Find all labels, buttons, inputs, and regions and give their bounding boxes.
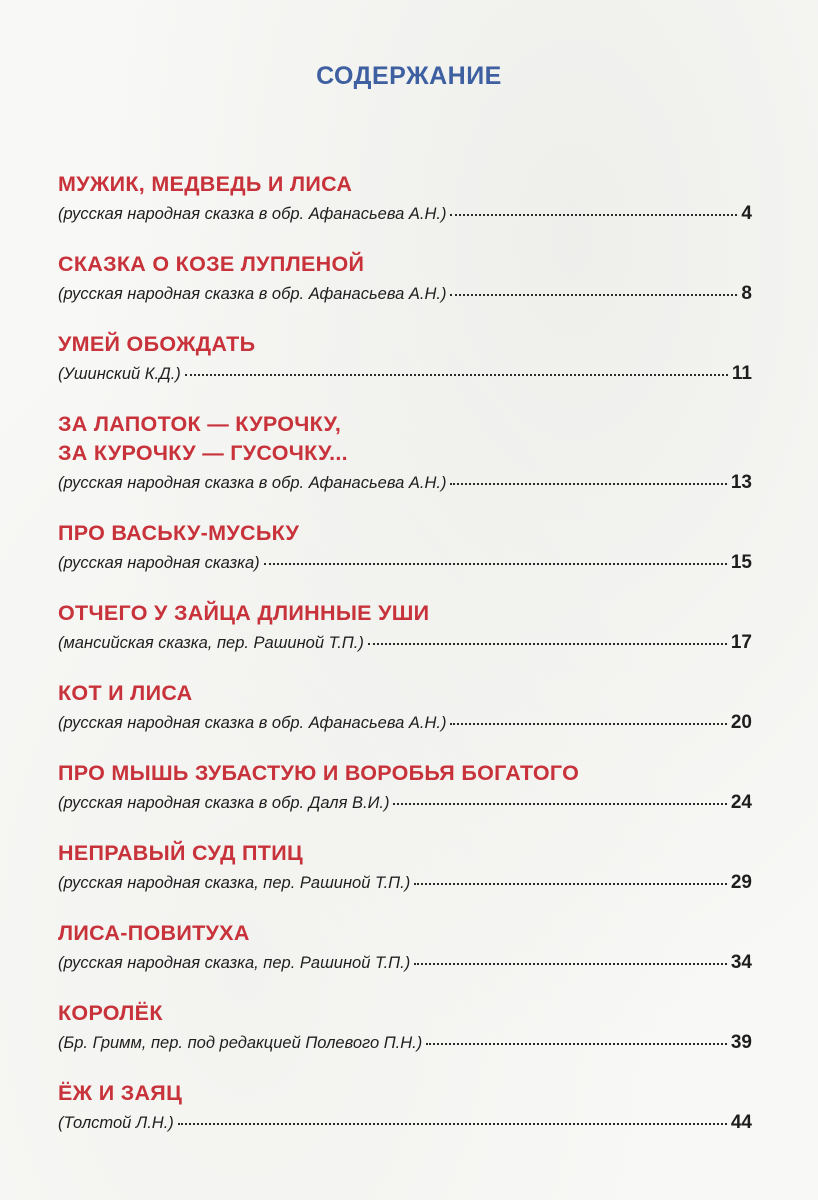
story-source: (русская народная сказка в обр. Афанасьева А.Н.) bbox=[58, 205, 447, 223]
story-title-line: МУЖИК, МЕДВЕДЬ И ЛИСА bbox=[58, 172, 353, 196]
story-title bbox=[58, 250, 752, 279]
story-title bbox=[58, 170, 752, 199]
entry-row bbox=[58, 472, 752, 498]
entry-row bbox=[58, 1112, 752, 1138]
dot-leader bbox=[450, 214, 737, 216]
toc-entry[interactable] bbox=[58, 250, 752, 309]
toc-entry[interactable] bbox=[58, 919, 752, 978]
story-title bbox=[58, 999, 752, 1028]
toc-entry[interactable] bbox=[58, 519, 752, 578]
toc-entry[interactable] bbox=[58, 679, 752, 738]
story-title bbox=[58, 839, 752, 868]
story-title-line: КОТ И ЛИСА bbox=[58, 681, 193, 705]
toc-entry[interactable] bbox=[58, 999, 752, 1058]
toc-entry[interactable] bbox=[58, 410, 752, 498]
story-source: (русская народная сказка в обр. Афанасьева А.Н.) bbox=[58, 285, 447, 303]
page-number: 17 bbox=[730, 632, 752, 653]
story-title bbox=[58, 599, 752, 628]
entry-row bbox=[58, 1032, 752, 1058]
page-number: 8 bbox=[741, 283, 752, 304]
story-title bbox=[58, 519, 752, 548]
toc-list bbox=[58, 170, 752, 1159]
story-title bbox=[58, 1079, 752, 1108]
dot-leader bbox=[450, 483, 726, 485]
story-title bbox=[58, 919, 752, 948]
story-title bbox=[58, 679, 752, 708]
story-source: (Ушинский К.Д.) bbox=[58, 365, 181, 383]
story-title bbox=[58, 759, 752, 788]
page-number: 15 bbox=[730, 552, 752, 573]
story-source: (русская народная сказка, пер. Рашиной Т.П.) bbox=[58, 874, 411, 892]
story-title bbox=[58, 330, 752, 359]
page-number: 29 bbox=[730, 872, 752, 893]
story-source: (русская народная сказка в обр. Афанасьева А.Н.) bbox=[58, 714, 447, 732]
story-source: (Бр. Гримм, пер. под редакцией Полевого П.Н.) bbox=[58, 1034, 423, 1052]
story-title bbox=[58, 410, 752, 468]
entry-row bbox=[58, 952, 752, 978]
dot-leader bbox=[178, 1123, 727, 1125]
dot-leader bbox=[368, 643, 727, 645]
page-number: 13 bbox=[730, 472, 752, 493]
story-title-line: ЗА ЛАПОТОК — КУРОЧКУ, bbox=[58, 412, 342, 436]
story-title-line: ПРО МЫШЬ ЗУБАСТУЮ И ВОРОБЬЯ БОГАТОГО bbox=[58, 761, 580, 785]
story-source: (русская народная сказка) bbox=[58, 554, 260, 572]
dot-leader bbox=[414, 883, 727, 885]
toc-entry[interactable] bbox=[58, 839, 752, 898]
story-title-line: ЛИСА-ПОВИТУХА bbox=[58, 921, 250, 945]
story-title-line: УМЕЙ ОБОЖДАТЬ bbox=[58, 332, 256, 356]
dot-leader bbox=[450, 723, 726, 725]
toc-entry[interactable] bbox=[58, 759, 752, 818]
entry-row bbox=[58, 203, 752, 229]
toc-entry[interactable] bbox=[58, 599, 752, 658]
entry-row bbox=[58, 363, 752, 389]
entry-row bbox=[58, 872, 752, 898]
dot-leader bbox=[185, 374, 728, 376]
dot-leader bbox=[393, 803, 726, 805]
story-title-line: ЗА КУРОЧКУ — ГУСОЧКУ... bbox=[58, 441, 348, 465]
page-number: 24 bbox=[730, 792, 752, 813]
entry-row bbox=[58, 792, 752, 818]
page-number: 39 bbox=[730, 1032, 752, 1053]
story-title-line: КОРОЛЁК bbox=[58, 1001, 163, 1025]
page-number: 20 bbox=[730, 712, 752, 733]
toc-entry[interactable] bbox=[58, 330, 752, 389]
entry-row bbox=[58, 712, 752, 738]
story-title-line: ОТЧЕГО У ЗАЙЦА ДЛИННЫЕ УШИ bbox=[58, 601, 430, 625]
page-number: 11 bbox=[731, 363, 752, 384]
dot-leader bbox=[414, 963, 727, 965]
story-source: (мансийская сказка, пер. Рашиной Т.П.) bbox=[58, 634, 364, 652]
toc-entry[interactable] bbox=[58, 170, 752, 229]
entry-row bbox=[58, 632, 752, 658]
story-title-line: ПРО ВАСЬКУ-МУСЬКУ bbox=[58, 521, 300, 545]
story-source: (русская народная сказка в обр. Афанасьева А.Н.) bbox=[58, 474, 447, 492]
dot-leader bbox=[426, 1043, 727, 1045]
dot-leader bbox=[450, 294, 737, 296]
toc-entry[interactable] bbox=[58, 1079, 752, 1138]
story-title-line: НЕПРАВЫЙ СУД ПТИЦ bbox=[58, 841, 303, 865]
page-number: 34 bbox=[730, 952, 752, 973]
entry-row bbox=[58, 283, 752, 309]
story-title-line: СКАЗКА О КОЗЕ ЛУПЛЕНОЙ bbox=[58, 252, 365, 276]
story-source: (русская народная сказка в обр. Даля В.И.) bbox=[58, 794, 390, 812]
story-source: (Толстой Л.Н.) bbox=[58, 1114, 174, 1132]
page-number: 4 bbox=[741, 203, 752, 224]
story-source: (русская народная сказка, пер. Рашиной Т.П.) bbox=[58, 954, 411, 972]
entry-row bbox=[58, 552, 752, 578]
dot-leader bbox=[264, 563, 727, 565]
page-title: СОДЕРЖАНИЕ bbox=[316, 62, 502, 90]
page-number: 44 bbox=[730, 1112, 752, 1133]
story-title-line: ЁЖ И ЗАЯЦ bbox=[58, 1081, 183, 1105]
